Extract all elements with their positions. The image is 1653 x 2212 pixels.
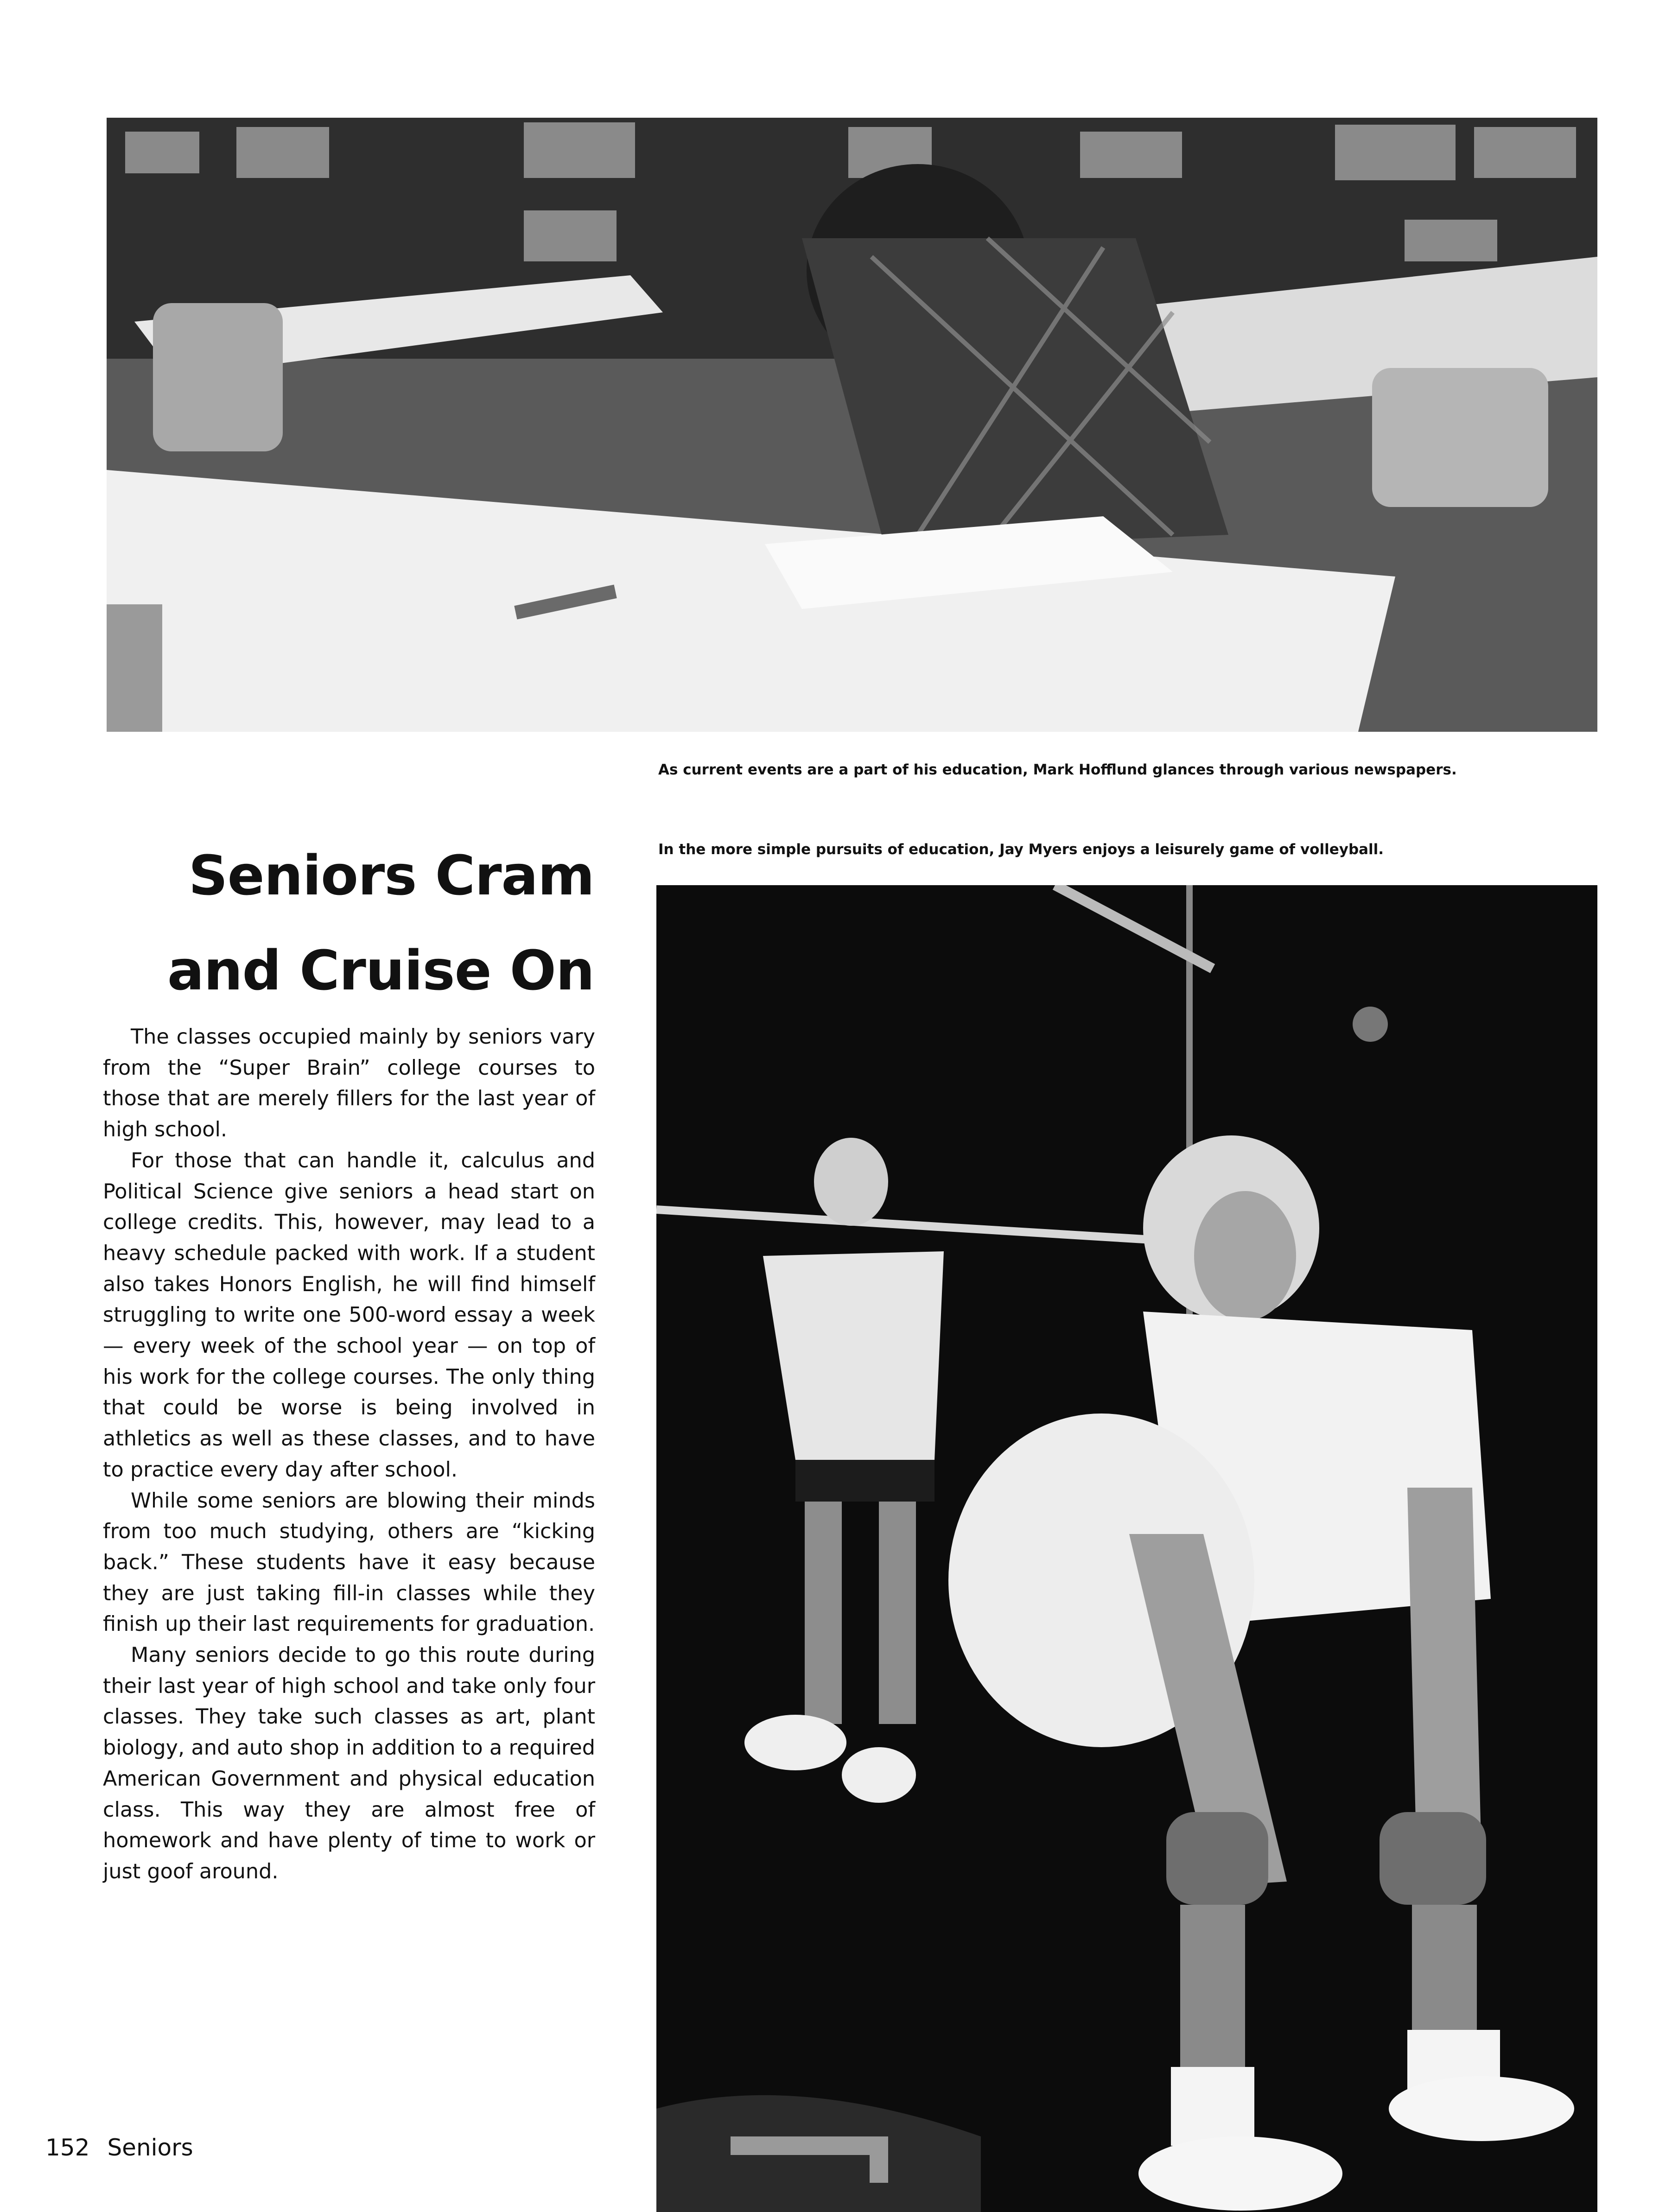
- volleyball-photo-art: [656, 885, 1597, 2212]
- page-footer: [45, 2134, 193, 2161]
- volleyball-photo: [656, 885, 1597, 2212]
- library-photo: [107, 118, 1597, 732]
- library-photo-art: [107, 118, 1597, 732]
- article-paragraph: For those that can handle it, calculus and Political Science give seniors a head start on college credits. This, however, may lead to a heavy schedule packed with work. If a student also takes Honors English, he will find himself struggling to write one 500-word essay a week — every week of the school year — on top of his work for the college courses. The only thing that could be worse is being involved in athletics as well as these classes, and to have to practice every day after school.: [103, 1148, 595, 1482]
- article-paragraph: The classes occupied mainly by seniors vary from the “Super Brain” college courses to those that are merely fillers for the last year of high school.: [103, 1025, 595, 1142]
- article-body: [103, 1022, 595, 1888]
- top-photo-caption: As current events are a part of his education, Mark Hofflund glances through various newspapers.: [658, 761, 1457, 778]
- headline-line-1: Seniors Cram: [188, 843, 594, 907]
- headline-line-2: and Cruise On: [167, 938, 594, 1002]
- article-paragraph: Many seniors decide to go this route during their last year of high school and take only four classes. They take such classes as art, plant biology, and auto shop in addition to a required American Government and physical education class. This way they are almost free of homework and have plenty of time to work or just goof around.: [103, 1643, 595, 1883]
- page-number: 152: [45, 2134, 90, 2161]
- article-paragraph: While some seniors are blowing their minds from too much studying, others are “kicking back.” These students have it easy because they are just taking fill-in classes while they finish up their last requirements for graduation.: [103, 1489, 595, 1636]
- section-name: Seniors: [107, 2134, 193, 2161]
- bottom-photo-caption: In the more simple pursuits of education, Jay Myers enjoys a leisurely game of volleyball.: [658, 841, 1384, 858]
